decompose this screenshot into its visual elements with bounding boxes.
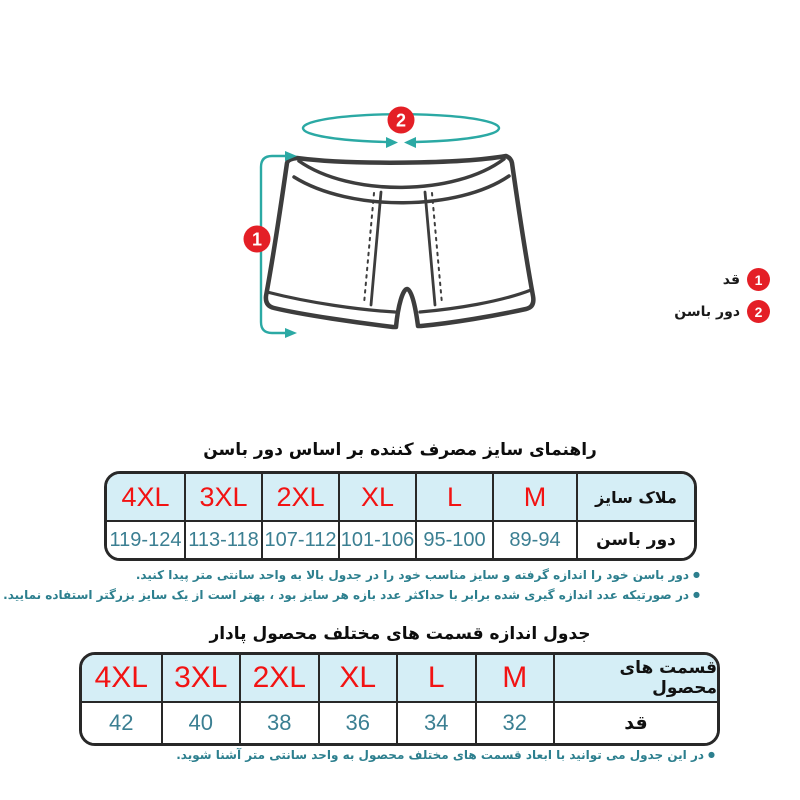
header-cell-size: L bbox=[396, 655, 475, 701]
size-guide-notes bbox=[3, 565, 700, 605]
hip-range-cell: 89-94 bbox=[492, 522, 576, 558]
header-cell-size: 3XL bbox=[184, 474, 261, 520]
svg-text:1: 1 bbox=[251, 229, 263, 250]
header-cell-parts: قسمت های محصول bbox=[553, 655, 717, 701]
svg-text:2: 2 bbox=[395, 110, 407, 131]
table-header-row bbox=[82, 655, 717, 701]
boxer-measurement-diagram bbox=[0, 0, 800, 380]
legend-label-hip: دور باسن bbox=[674, 303, 740, 320]
marker-1-badge bbox=[244, 226, 271, 253]
header-cell-size: 2XL bbox=[261, 474, 338, 520]
table-row-hip bbox=[107, 520, 694, 558]
product-table-title: جدول اندازه قسمت های مختلف محصول پادار bbox=[209, 624, 591, 644]
legend-item-height bbox=[674, 268, 770, 291]
size-guide-table bbox=[104, 471, 697, 561]
header-cell-size: M bbox=[492, 474, 576, 520]
legend-item-hip bbox=[674, 300, 770, 323]
row-label-hip: دور باسن bbox=[576, 522, 694, 558]
bullet-icon: ● bbox=[708, 750, 715, 759]
hip-range-cell: 95-100 bbox=[415, 522, 492, 558]
hip-range-cell: 101-106 bbox=[338, 522, 415, 558]
product-parts-table bbox=[79, 652, 720, 746]
boxer-shorts-drawing bbox=[266, 156, 533, 327]
row-label-height: قد bbox=[553, 703, 717, 743]
header-cell-size: 4XL bbox=[94, 661, 148, 694]
note-line: ●در صورتیکه عدد اندازه گیری شده برابر با حداکثر عدد بازه هر سایز بود ، بهتر است از یک سایز بزرگتر استفاده نمایید. bbox=[3, 588, 700, 602]
arrowhead-right bbox=[386, 137, 398, 148]
header-cell-criteria: ملاک سایز bbox=[576, 474, 694, 520]
size-guide-title: راهنمای سایز مصرف کننده بر اساس دور باسن bbox=[203, 440, 597, 460]
arrowhead-bottom bbox=[285, 328, 297, 338]
marker-2-icon: 2 bbox=[747, 300, 770, 323]
height-cell: 36 bbox=[318, 703, 397, 743]
note-line: ●در این جدول می توانید با ابعاد قسمت های مختلف محصول به واحد سانتی متر آشنا شوید. bbox=[176, 748, 715, 762]
marker-1-icon: 1 bbox=[747, 268, 770, 291]
product-table-note bbox=[176, 745, 715, 765]
note-line: ●دور باسن خود را اندازه گرفته و سایز مناسب خود را در جدول بالا به واحد سانتی متر پیدا کنید. bbox=[135, 568, 700, 582]
header-cell-size: 3XL bbox=[161, 655, 240, 701]
arrowhead-left bbox=[404, 137, 416, 148]
hip-range-cell: 119-124 bbox=[109, 528, 182, 551]
header-cell-size: L bbox=[415, 474, 492, 520]
hip-range-cell: 113-118 bbox=[184, 522, 261, 558]
header-cell-size: M bbox=[475, 655, 554, 701]
height-cell: 34 bbox=[396, 703, 475, 743]
table-header-row bbox=[107, 474, 694, 520]
legend-label-height: قد bbox=[722, 271, 740, 288]
bullet-icon: ● bbox=[693, 570, 700, 579]
height-cell: 32 bbox=[475, 703, 554, 743]
table-row-height bbox=[82, 701, 717, 743]
header-cell-size: 4XL bbox=[121, 481, 170, 512]
header-cell-size: XL bbox=[338, 474, 415, 520]
height-cell: 42 bbox=[109, 710, 134, 735]
header-cell-size: 2XL bbox=[239, 655, 318, 701]
height-cell: 38 bbox=[239, 703, 318, 743]
measure-legend bbox=[674, 268, 770, 323]
height-cell: 40 bbox=[161, 703, 240, 743]
bullet-icon: ● bbox=[693, 590, 700, 599]
hip-range-cell: 107-112 bbox=[261, 522, 338, 558]
marker-2-badge bbox=[388, 107, 415, 134]
header-cell-size: XL bbox=[318, 655, 397, 701]
